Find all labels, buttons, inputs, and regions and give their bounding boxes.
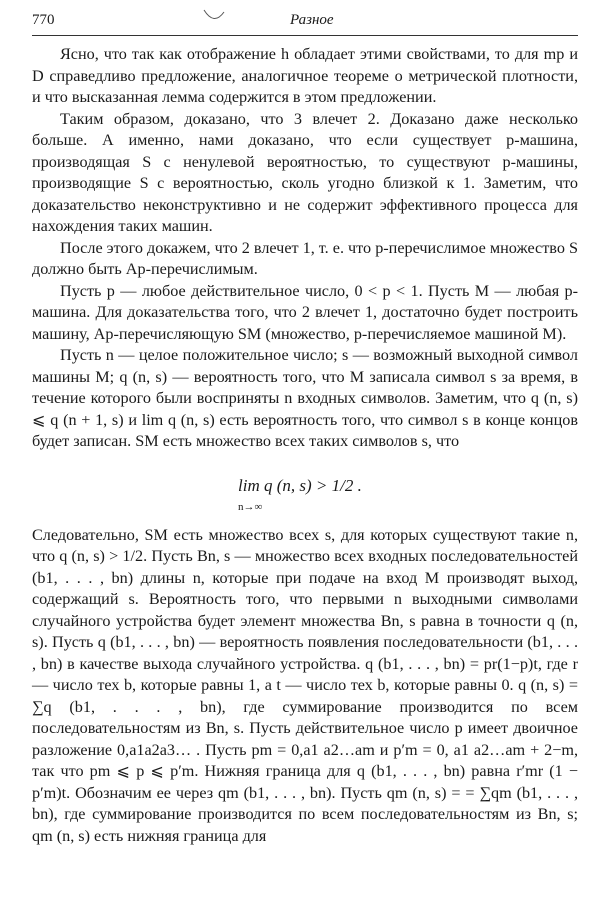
paragraph-2: Таким образом, доказано, что 3 влечет 2. Доказано даже несколько больше. А именно, нами доказано, что если существует p-машина, производящая S с ненулевой вероятностью, то существуют p-машины, производящие S с вероятностью, сколь угодно близкой к 1. Заметим, что доказательство неконструктивно и не содержит эффективного процесса для нахождения таких машин. (32, 109, 578, 235)
paragraph-1: Ясно, что так как отображение h обладает этими свойствами, то для mp и D справедливо предложение, аналогичное теореме о метрической плотности, и что высказанная лемма содержится в этом предложении. (32, 45, 578, 106)
page-header (32, 8, 578, 38)
header-rule (32, 35, 578, 36)
display-formula (32, 453, 578, 525)
pen-mark-icon (202, 8, 226, 26)
page-number: 770 (32, 12, 55, 28)
page (32, 8, 578, 847)
limit-formula: lim q (n, s) > 1/2 . (238, 475, 362, 495)
paragraph-5: Пусть n — целое положительное число; s — возможный выходной символ машины M; q (n, s) — вероятность того, что M записала символ s за время, в течение которого были восприняты n входных символов. Заметим, что q (n, s) ⩽ q (n + 1, s) и lim q (n, s) есть вероятность того, что символ s в конце концов будет записан. SM есть множество всех таких символов s, что (32, 346, 578, 450)
paragraph-3: После этого докажем, что 2 влечет 1, т. е. что p-перечислимое множество S должно быть Ap-перечислимым. (32, 238, 578, 278)
paragraph-4: Пусть p — любое действительное число, 0 < p < 1. Пусть M — любая p-машина. Для доказательства того, что 2 влечет 1, достаточно будет построить машину, Ap-перечисляющую SM (множество, p-перечисляемое машиной M). (32, 281, 578, 343)
limit-subscript: n→∞ (238, 500, 263, 513)
paragraph-6: Следовательно, SM есть множество всех s, для которых существуют такие n, что q (n, s) > 1/2. Пусть Bn, s — множество всех входных последовательностей (b1, . . . , bn) длины n, которые при подаче на вход M производят выход, содержащий s. Вероятность того, что первыми n выходными символами случайного устройства будет элемент множества Bn, s равна в точности q (n, s). Пусть q (b1, . . . , bn) — вероятность появления последовательности (b1, . . . , bn) в качестве выхода случайного устройства. q (b1, . . . , bn) = pr(1−p)t, где r — число тех b, которые равны 1, а t — число тех b, которые равны 0. q (n, s) = ∑q (b1, . . . , bn), где суммирование производится по всем последовательностям из Bn, s. Пусть действительное число p имеет двоичное разложение 0,a1a2a3… . Пусть pm = 0,a1 a2…am и p′m = 0, a1 a2…am + 2−m, так что pm ⩽ p ⩽ p′m. Нижняя граница для q (b1, . . . , bn) равна r′mr (1 − p′m)t. Обозначим ее через qm (b1, . . . , bn). Пусть qm (n, s) = = ∑qm (b1, . . . , bn), где суммирование производится по всем последовательностям из Bn, s; qm (n, s) есть нижняя граница для (32, 525, 578, 845)
running-head: Разное (290, 12, 334, 28)
body-text (32, 44, 578, 847)
